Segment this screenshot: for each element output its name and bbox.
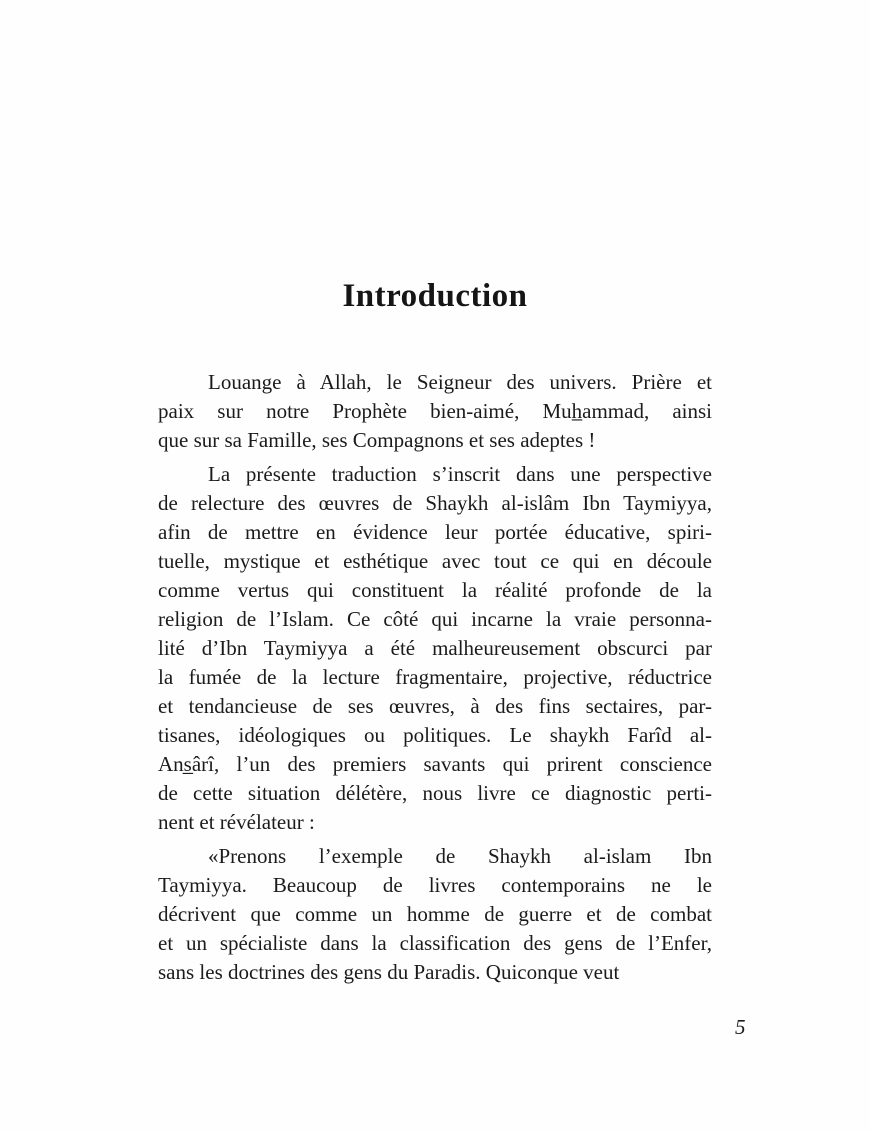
- paragraph: [158, 368, 712, 455]
- text-line: que sur sa Famille, ses Compagnons et ses adeptes !: [158, 428, 596, 452]
- text-line: décrivent que comme un homme de guerre et de combat: [158, 902, 712, 926]
- paragraph: [158, 460, 712, 837]
- text-line: Louange à Allah, le Seigneur des univers. Prière et: [208, 370, 712, 394]
- chapter-title: Introduction: [342, 278, 528, 314]
- text-line: Ans̲ârî, l’un des premiers savants qui prirent conscience: [158, 752, 712, 776]
- text-line: religion de l’Islam. Ce côté qui incarne la vraie personna-: [158, 607, 712, 631]
- text-line: la fumée de la lecture fragmentaire, projective, réductrice: [158, 665, 712, 689]
- text-line: comme vertus qui constituent la réalité profonde de la: [158, 578, 712, 602]
- text-line: tuelle, mystique et esthétique avec tout ce qui en découle: [158, 549, 712, 573]
- text-line: lité d’Ibn Taymiyya a été malheureusement obscurci par: [158, 636, 712, 660]
- text-line: afin de mettre en évidence leur portée éducative, spiri-: [158, 520, 712, 544]
- text-line: Taymiyya. Beaucoup de livres contemporains ne le: [158, 873, 712, 897]
- text-line: tisanes, idéologiques ou politiques. Le shaykh Farîd al-: [158, 723, 712, 747]
- text-line: paix sur notre Prophète bien-aimé, Muh̲ammad, ainsi: [158, 399, 712, 423]
- page-number: 5: [735, 1015, 746, 1039]
- body-text: [158, 368, 712, 987]
- text-line: sans les doctrines des gens du Paradis. Quiconque veut: [158, 960, 620, 984]
- text-line: et tendancieuse de ses œuvres, à des fins sectaires, par-: [158, 694, 712, 718]
- text-line: de relecture des œuvres de Shaykh al-islâm Ibn Taymiyya,: [158, 491, 712, 515]
- text-line: La présente traduction s’inscrit dans une perspective: [208, 462, 712, 486]
- text-line: de cette situation délétère, nous livre ce diagnostic perti-: [158, 781, 712, 805]
- text-block: [158, 276, 712, 992]
- text-line: nent et révélateur :: [158, 810, 315, 834]
- text-line: et un spécialiste dans la classification des gens de l’Enfer,: [158, 931, 712, 955]
- paragraph: [158, 842, 712, 987]
- text-line: «Prenons l’exemple de Shaykh al-islam Ibn: [208, 844, 712, 868]
